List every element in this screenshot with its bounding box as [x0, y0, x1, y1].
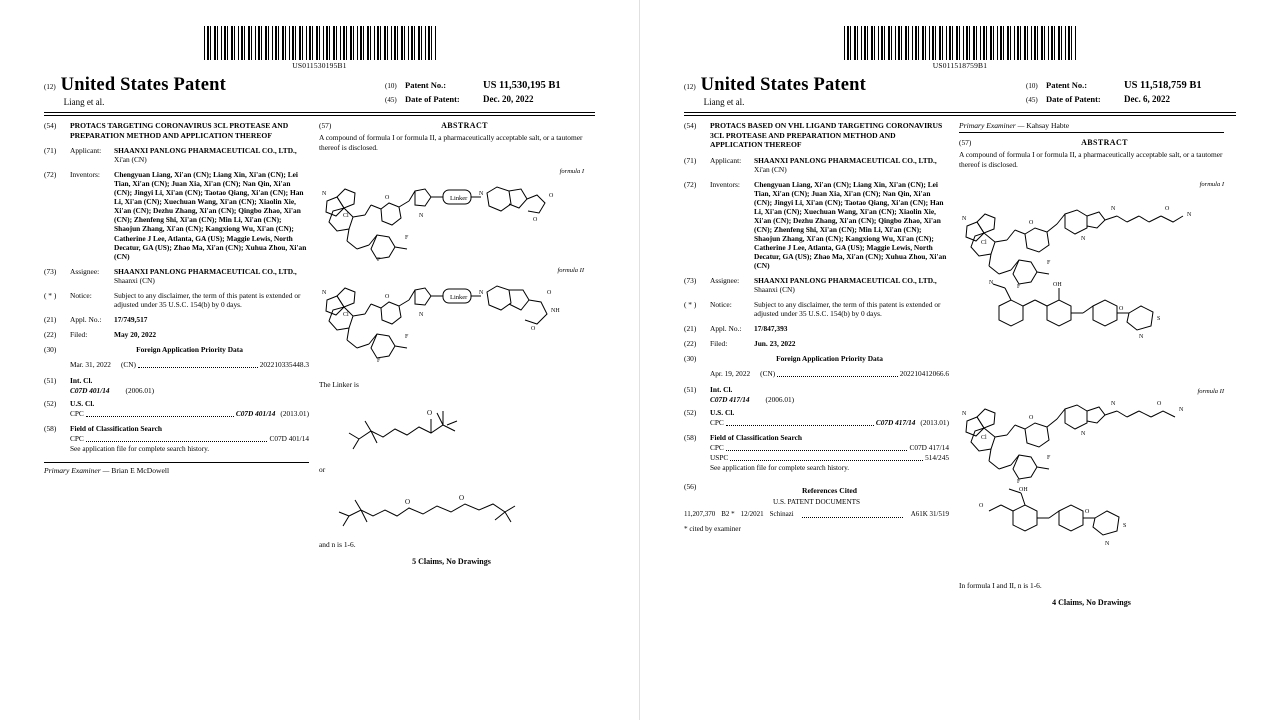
filed-value: Jun. 23, 2022 — [754, 339, 796, 349]
field-code: ( * ) — [684, 300, 697, 310]
focs-cpc-key: CPC — [70, 434, 84, 444]
us-cl-cpc-key: CPC — [710, 418, 724, 428]
svg-text:Cl: Cl — [343, 311, 349, 318]
abstract-code: (57) — [959, 138, 972, 148]
linker-fragment-2 — [319, 482, 584, 532]
us-patent-documents-head: U.S. PATENT DOCUMENTS — [772, 497, 861, 506]
field-code: (54) — [684, 121, 697, 131]
reference-kind: B2 * — [721, 509, 735, 518]
assignee-name: SHAANXI PANLONG PHARMACEUTICAL CO., LTD., — [754, 276, 937, 286]
appl-no-label: Appl. No.: — [70, 314, 102, 324]
field-code: (51) — [44, 375, 57, 385]
examiner-name: Kahsay Habte — [1026, 121, 1070, 131]
field-inventors — [684, 180, 949, 270]
svg-text:F: F — [405, 333, 409, 340]
n-range-note: and n is 1-6. — [319, 539, 356, 549]
linker-box-label: Linker — [450, 194, 468, 202]
field-code: (56) — [684, 481, 697, 491]
field-code: (54) — [44, 121, 57, 131]
appl-no-value: 17/847,393 — [754, 324, 788, 334]
linker-note: The Linker is — [319, 379, 359, 389]
foreign-priority-head: Foreign Application Priority Data — [776, 354, 883, 364]
linker-fragment-1 — [319, 397, 584, 457]
svg-text:OH: OH — [1019, 486, 1028, 493]
dot-leader — [726, 418, 874, 426]
foreign-country: (CN) — [120, 359, 136, 369]
applicant-label: Applicant: — [70, 146, 102, 156]
focs-uspc-key: USPC — [710, 453, 729, 463]
applicant-city: Xi'an (CN) — [114, 155, 147, 165]
svg-text:O: O — [533, 216, 538, 223]
or-note: or — [319, 464, 326, 474]
svg-text:O: O — [385, 194, 390, 201]
patent-no-label: Patent No.: — [405, 80, 447, 90]
barcode-number: US011518759B1 — [932, 61, 988, 70]
field-code: (73) — [684, 276, 697, 286]
svg-text:O: O — [1029, 414, 1034, 421]
bibliographic-column — [44, 121, 309, 566]
field-code: (30) — [684, 354, 697, 364]
svg-text:O: O — [531, 325, 536, 332]
field-references-cited — [684, 482, 949, 495]
barcode-block — [44, 26, 595, 70]
page-title: United States Patent — [700, 75, 867, 95]
patent-page-right — [640, 0, 1280, 720]
field-focs — [684, 433, 949, 442]
field-notice — [44, 291, 309, 309]
formula-i-label: formula I — [559, 167, 584, 175]
appl-no-value: 17/749,517 — [114, 314, 148, 324]
svg-text:N: N — [962, 215, 967, 222]
filed-value: May 20, 2022 — [114, 329, 157, 339]
svg-text:F: F — [1017, 283, 1021, 290]
inventor-shortname: Liang et al. — [63, 97, 105, 108]
reference-date: 12/2021 — [740, 509, 764, 518]
svg-text:O: O — [1119, 305, 1124, 312]
svg-text:N: N — [1081, 235, 1086, 242]
dot-leader — [86, 409, 234, 417]
field-appl-no — [684, 324, 949, 333]
field-foreign-priority — [44, 345, 309, 354]
field-foreign-priority — [684, 354, 949, 363]
field-code: (22) — [44, 329, 57, 339]
field-code: (21) — [684, 324, 697, 334]
focs-note: See application file for complete search history. — [710, 463, 850, 473]
svg-text:O: O — [1085, 508, 1090, 515]
svg-text:N: N — [419, 212, 424, 219]
focs-cpc-value: C07D 417/14 — [909, 443, 949, 453]
svg-text:O: O — [1157, 400, 1162, 407]
field-applicant — [44, 146, 309, 164]
foreign-priority-row — [44, 360, 309, 370]
abstract-code: (57) — [319, 121, 332, 131]
us-cl-row — [44, 409, 309, 419]
header-rule-thin — [44, 115, 595, 116]
reference-row — [684, 510, 949, 520]
svg-text:F: F — [377, 256, 381, 263]
abstract-heading-row — [319, 121, 584, 130]
page-title: United States Patent — [60, 75, 227, 95]
field-applicant — [684, 156, 949, 174]
svg-text:N: N — [322, 190, 327, 197]
svg-text:O: O — [1029, 219, 1034, 226]
svg-text:O: O — [1165, 205, 1170, 212]
notice-label: Notice: — [70, 290, 92, 300]
inventors-list: Chengyuan Liang, Xi'an (CN); Liang Xin, Xi'an (CN); Lei Tian, Xi'an (CN); Juan Xia, Xi'an (CN); Nan Qin, Xi'an (CN); Jingyi Li, Xi'an (CN); Taotao Qiang, Xi'an (CN); Han Li, Xi'an (CN); Xuechuan Wang, Xi'an (CN); Xiaolin Xie, Xi'an (CN); Dezhu Zhang, Xi'an (CN); Qingbo Zhao, Xi'an (CN); Zhenfeng Shi, Xi'an (CN); Min Li, Xi'an (CN); Shaojun Zhang, Xi'an (CN); Kangxiong Wu, Xi'an (CN); Catherine J Lee, Atlanta, GA (US); Maggie Lewis, North Decatur, GA (US); Zhao Ma, Xi'an (CN); Xuhua Zhou, Xi'an (CN) — [754, 179, 947, 270]
dot-leader — [777, 369, 898, 377]
assignee-city: Shaanxi (CN) — [754, 285, 795, 295]
barcode-number: US011530195B1 — [292, 61, 347, 70]
svg-text:N: N — [419, 311, 424, 318]
field-code: (72) — [684, 179, 697, 189]
chemical-structure-vhl-formula-ii — [959, 395, 1224, 575]
foreign-priority-row — [684, 369, 949, 379]
svg-text:O: O — [547, 289, 552, 296]
inventor-shortname: Liang et al. — [703, 97, 745, 108]
examiner-label: Primary Examiner — — [959, 121, 1025, 131]
svg-text:S: S — [1123, 522, 1127, 529]
patent-header — [44, 76, 595, 109]
field-int-cl — [44, 376, 309, 385]
claims-summary: 5 Claims, No Drawings — [412, 556, 491, 566]
date-label: Date of Patent: — [405, 94, 460, 104]
reference-class: A61K 31/519 — [910, 509, 949, 518]
svg-text:N: N — [322, 289, 327, 296]
field-inventors — [44, 170, 309, 260]
foreign-priority-head: Foreign Application Priority Data — [136, 344, 243, 354]
field-appl-no — [44, 315, 309, 324]
svg-text:N: N — [479, 190, 484, 197]
field-code: (52) — [44, 398, 57, 408]
svg-text:O: O — [385, 293, 390, 300]
svg-text:N: N — [1111, 205, 1116, 212]
field-code: (58) — [44, 424, 57, 433]
references-cited-head: References Cited — [802, 485, 857, 495]
barcode-image — [844, 26, 1076, 60]
examiner-rule — [959, 132, 1224, 133]
int-cl-year: (2006.01) — [765, 395, 795, 405]
foreign-number: 202210335448.3 — [259, 359, 309, 369]
barcode-block-2 — [684, 26, 1236, 70]
svg-text:Cl: Cl — [343, 212, 349, 219]
svg-text:NH: NH — [551, 307, 560, 314]
field-title — [684, 121, 949, 149]
field-code: (52) — [684, 408, 697, 418]
bibliographic-column-2 — [684, 121, 949, 607]
dot-leader — [138, 360, 258, 368]
formula-ii-label: formula II — [1197, 387, 1224, 395]
focs-rows — [684, 443, 949, 472]
invention-title: PROTACS BASED ON VHL LIGAND TARGETING CORONAVIRUS 3CL PROTEASE AND PREPARATION METHOD AND APPLICATION THEREOF — [710, 121, 943, 150]
chemical-structure-formula-i — [319, 175, 584, 267]
svg-text:N: N — [1139, 333, 1144, 340]
claims-summary: 4 Claims, No Drawings — [1052, 597, 1131, 607]
assignee-city: Shaanxi (CN) — [114, 275, 155, 285]
field-code: (73) — [44, 266, 57, 276]
int-cl-row — [684, 395, 949, 404]
svg-text:N: N — [1179, 406, 1184, 413]
svg-text:N: N — [1105, 540, 1110, 547]
us-cl-cpc-year: (2013.01) — [920, 418, 949, 428]
notice-text: Subject to any disclaimer, the term of this patent is extended or adjusted under 35 U.S.C. 154(b) by 0 days. — [754, 300, 941, 319]
body-columns — [44, 121, 595, 566]
abstract-head: ABSTRACT — [441, 121, 488, 131]
us-cl-head: U.S. Cl. — [70, 398, 95, 408]
svg-text:F: F — [1047, 259, 1051, 266]
patent-header-2 — [684, 76, 1236, 109]
header-rule-thick — [684, 112, 1236, 113]
svg-text:O: O — [427, 408, 433, 417]
us-cl-row — [684, 418, 949, 428]
field-code: (58) — [684, 433, 697, 443]
dot-leader — [86, 434, 268, 442]
assignee-label: Assignee: — [710, 276, 740, 286]
notice-label: Notice: — [710, 300, 732, 310]
svg-text:F: F — [1017, 478, 1021, 485]
svg-text:OH: OH — [1053, 281, 1062, 288]
int-cl-value: C07D 417/14 — [710, 395, 750, 405]
patent-no-label: Patent No.: — [1046, 80, 1088, 90]
int-cl-year: (2006.01) — [125, 385, 155, 395]
abstract-body: A compound of formula I or formula II, a pharmaceutically acceptable salt, or a tautomer thereof is disclosed. — [319, 133, 583, 152]
applicant-label: Applicant: — [710, 155, 742, 165]
svg-text:F: F — [405, 234, 409, 241]
dot-leader — [726, 443, 908, 451]
focs-note: See application file for complete search history. — [70, 444, 210, 454]
field-code: ( * ) — [44, 290, 57, 300]
patent-no-value: US 11,530,195 B1 — [483, 80, 561, 91]
us-cl-cpc-key: CPC — [70, 409, 84, 418]
svg-text:N: N — [1187, 211, 1192, 218]
field-us-cl — [44, 399, 309, 408]
body-columns-2 — [684, 121, 1236, 607]
header-code-12: (12) — [684, 83, 696, 91]
int-cl-head: Int. Cl. — [70, 375, 93, 385]
svg-text:N: N — [479, 289, 484, 296]
inventors-list: Chengyuan Liang, Xi'an (CN); Liang Xin, Xi'an (CN); Lei Tian, Xi'an (CN); Juan Xia, Xi'an (CN); Nan Qin, Xi'an (CN); Jingyi Li, Xi'an (CN); Taotao Qiang, Xi'an (CN); Han Li, Xi'an (CN); Xuechuan Wang, Xi'an (CN); Xiaolin Xie, Xi'an (CN); Dezhu Zhang, Xi'an (CN); Qingbo Zhao, Xi'an (CN); Zhenfeng Shi, Xi'an (CN); Min Li, Xi'an (CN); Shaojun Zhang, Xi'an (CN); Kangxiong Wu, Xi'an (CN); Catherine J Lee, Atlanta, GA (US); Maggie Lewis, North Decatur, GA (US); Zhao Ma, Xi'an (CN); Xuhua Zhou, Xi'an (CN) — [114, 170, 307, 261]
dot-leader — [802, 510, 903, 518]
field-code: (72) — [44, 170, 57, 180]
date-value: Dec. 20, 2022 — [483, 94, 534, 104]
invention-title: PROTACS TARGETING CORONAVIRUS 3CL PROTEASE AND PREPARATION METHOD AND APPLICATION THEREOF — [70, 121, 289, 140]
applicant-name: SHAANXI PANLONG PHARMACEUTICAL CO., LTD., — [114, 146, 297, 156]
header-rule-thin — [684, 115, 1236, 116]
svg-text:O: O — [549, 192, 554, 199]
formula-ii-label: formula II — [557, 266, 584, 274]
linker-box-label-2: Linker — [450, 293, 468, 301]
assignee-label: Assignee: — [70, 266, 100, 276]
field-code: (21) — [44, 314, 57, 324]
field-us-cl — [684, 408, 949, 417]
inventors-label: Inventors: — [710, 179, 740, 189]
date-code: (45) — [1026, 96, 1038, 104]
svg-text:Cl: Cl — [981, 239, 987, 246]
field-code: (22) — [684, 339, 697, 349]
svg-text:N: N — [962, 410, 967, 417]
us-cl-head: U.S. Cl. — [710, 408, 735, 418]
int-cl-value: C07D 401/14 — [70, 385, 110, 395]
svg-text:Cl: Cl — [981, 434, 987, 441]
field-title — [44, 121, 309, 140]
foreign-number: 202210412066.6 — [899, 369, 949, 379]
focs-head: Field of Classification Search — [70, 424, 163, 433]
patent-no-value: US 11,518,759 B1 — [1124, 80, 1202, 91]
field-code: (51) — [684, 385, 697, 395]
field-filed — [684, 339, 949, 348]
svg-text:O: O — [405, 497, 411, 506]
focs-cpc-key: CPC — [710, 443, 724, 453]
abstract-column-2 — [959, 121, 1224, 607]
field-code: (71) — [684, 155, 697, 165]
filed-label: Filed: — [710, 339, 728, 349]
abstract-body: A compound of formula I or formula II, a pharmaceutically acceptable salt, or a tautomer thereof is disclosed. — [959, 150, 1223, 169]
inventors-label: Inventors: — [70, 170, 100, 180]
date-value: Dec. 6, 2022 — [1124, 94, 1170, 104]
svg-text:S: S — [1157, 315, 1161, 322]
field-code: (71) — [44, 146, 57, 156]
notice-text: Subject to any disclaimer, the term of this patent is extended or adjusted under 35 U.S.C. 154(b) by 0 days. — [114, 290, 301, 309]
n-range-note: In formula I and II, n is 1-6. — [959, 580, 1042, 590]
barcode-image — [204, 26, 436, 60]
field-notice — [684, 300, 949, 318]
foreign-date: Apr. 19, 2022 — [710, 369, 751, 379]
int-cl-row — [44, 386, 309, 395]
date-code: (45) — [385, 96, 397, 104]
svg-text:F: F — [1047, 454, 1051, 461]
svg-text:F: F — [377, 357, 381, 364]
chemical-structure-formula-ii — [319, 274, 584, 374]
cited-by-examiner-note: * cited by examiner — [684, 524, 741, 533]
chemical-structure-vhl-formula-i — [959, 188, 1224, 388]
header-rule-thick — [44, 112, 595, 113]
abstract-head: ABSTRACT — [1081, 138, 1128, 148]
svg-text:O: O — [979, 502, 984, 509]
us-cl-cpc-value: C07D 401/14 — [235, 409, 276, 418]
reference-name: Schinazi — [769, 509, 794, 518]
focs-head: Field of Classification Search — [710, 433, 803, 443]
svg-text:N: N — [1081, 430, 1086, 437]
field-assignee — [684, 276, 949, 294]
assignee-name: SHAANXI PANLONG PHARMACEUTICAL CO., LTD., — [114, 266, 297, 276]
primary-examiner — [959, 121, 1224, 130]
field-assignee — [44, 267, 309, 285]
field-focs — [44, 424, 309, 433]
examiner-label: Primary Examiner — — [44, 466, 110, 476]
patent-no-code: (10) — [1026, 82, 1038, 90]
abstract-heading-row — [959, 138, 1224, 147]
focs-uspc-value: 514/245 — [925, 453, 949, 463]
svg-text:N: N — [989, 279, 994, 286]
field-code: (30) — [44, 344, 57, 354]
formula-i-label: formula I — [1199, 180, 1224, 188]
field-filed — [44, 330, 309, 339]
foreign-country: (CN) — [760, 369, 776, 379]
field-int-cl — [684, 385, 949, 394]
reference-number: 11,207,370 — [684, 509, 716, 518]
examiner-name: Brian E McDowell — [111, 466, 170, 476]
int-cl-head: Int. Cl. — [710, 385, 733, 395]
examiner-rule — [44, 462, 309, 463]
abstract-column — [319, 121, 584, 566]
primary-examiner — [44, 466, 309, 475]
focs-cpc-value: C07D 401/14 — [269, 434, 309, 444]
filed-label: Filed: — [70, 329, 88, 339]
foreign-date: Mar. 31, 2022 — [70, 359, 111, 369]
us-cl-cpc-year: (2013.01) — [280, 409, 309, 418]
svg-text:O: O — [459, 493, 465, 502]
appl-no-label: Appl. No.: — [710, 324, 742, 334]
header-code-12: (12) — [44, 83, 56, 91]
applicant-city: Xi'an (CN) — [754, 164, 787, 174]
applicant-name: SHAANXI PANLONG PHARMACEUTICAL CO., LTD., — [754, 155, 937, 165]
patent-no-code: (10) — [385, 82, 397, 90]
focs-row — [44, 434, 309, 453]
svg-text:N: N — [1111, 400, 1116, 407]
us-cl-cpc-value: C07D 417/14 — [875, 418, 916, 428]
dot-leader — [730, 453, 923, 461]
date-label: Date of Patent: — [1046, 94, 1101, 104]
